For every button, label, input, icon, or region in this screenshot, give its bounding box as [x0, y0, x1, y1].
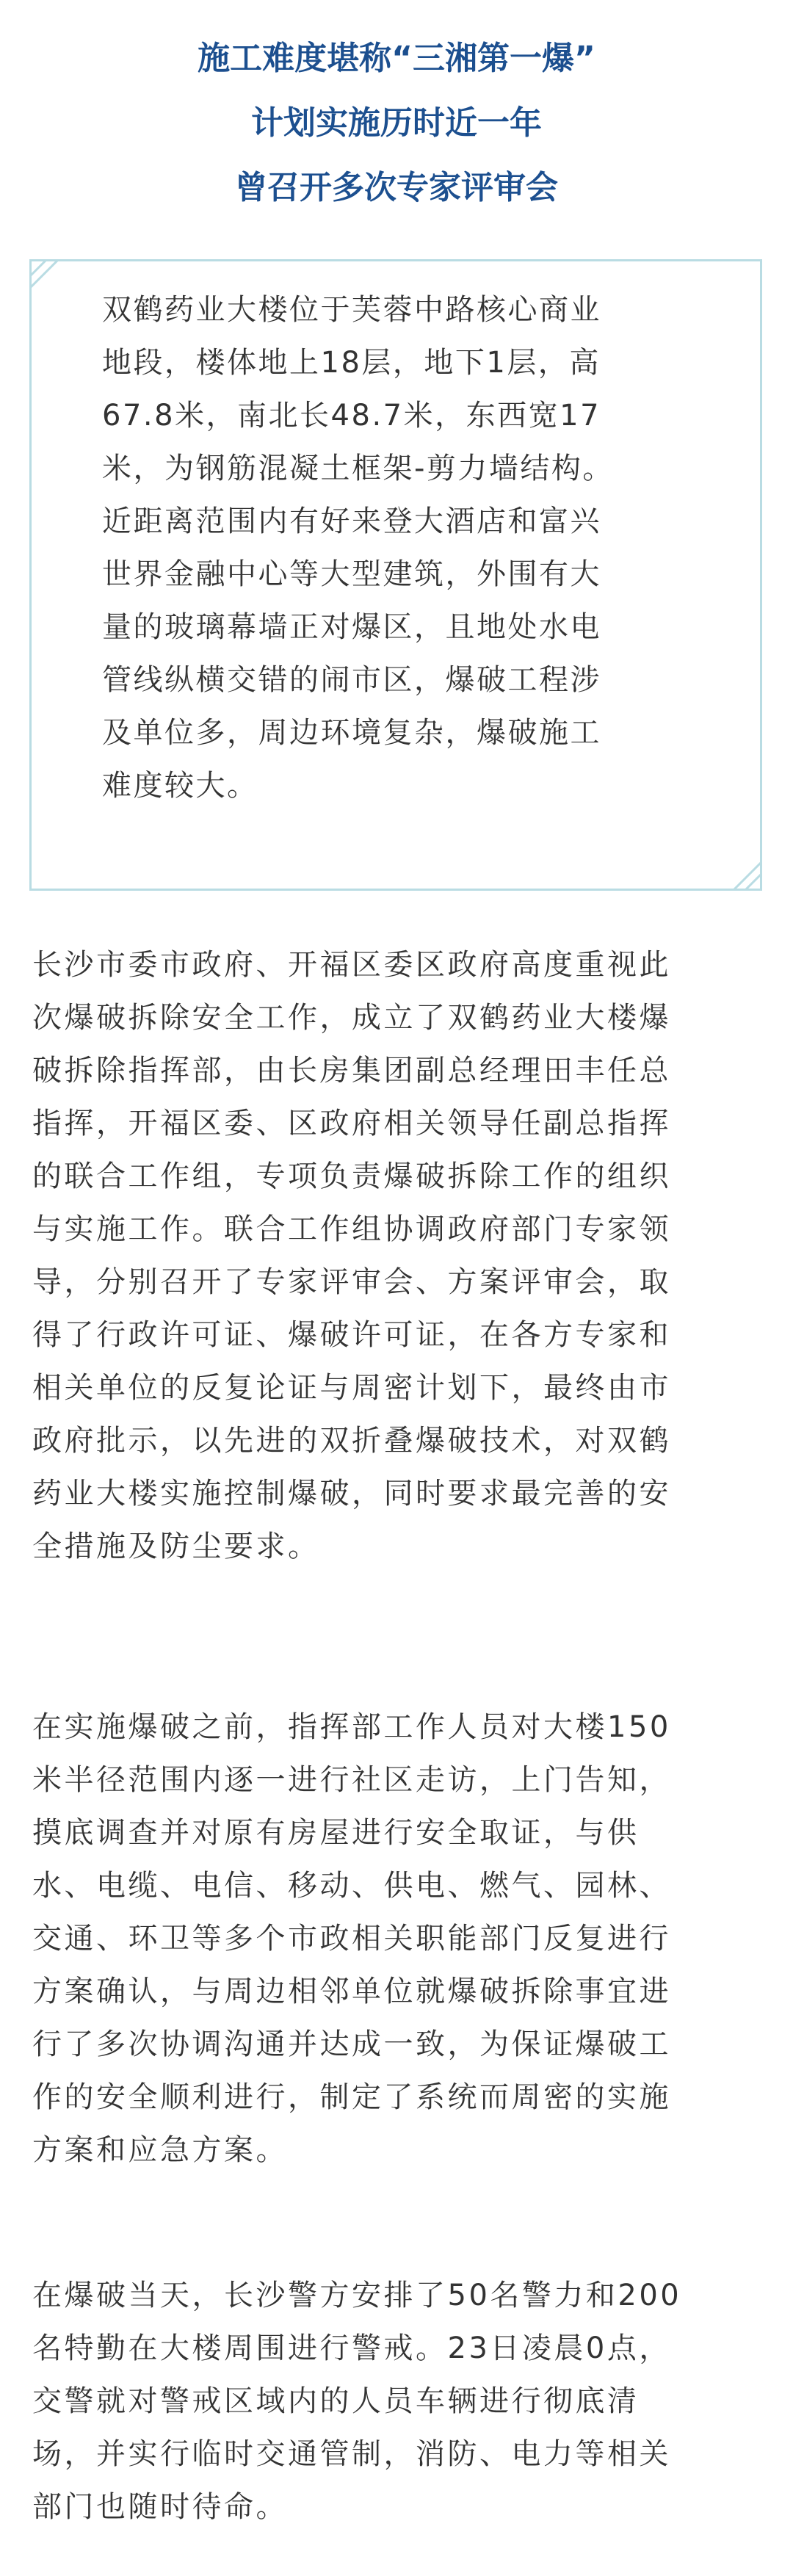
text-line: 得了行政许可证、爆破许可证，在各方专家和: [32, 1318, 671, 1352]
quote-text: [102, 283, 719, 812]
text-line: 在实施爆破之前，指挥部工作人员对大楼150: [32, 1710, 671, 1744]
text-line: 交警就对警戒区域内的人员车辆进行彻底清: [32, 2384, 640, 2418]
text-line: 米，为钢筋混凝土框架-剪力墙结构。: [102, 452, 614, 485]
text-line: 地段，楼体地上18层，地下1层，高: [102, 346, 601, 380]
text-line: 摸底调查并对原有房屋进行安全取证，与供: [32, 1816, 640, 1850]
text-line: 水、电缆、电信、移动、供电、燃气、园林、: [32, 1869, 671, 1903]
text-line: 67.8米，南北长48.7米，东西宽17: [102, 399, 601, 433]
body-paragraph: [32, 1701, 761, 2177]
text-line: 难度较大。: [102, 769, 258, 803]
text-line: 政府批示，以先进的双折叠爆破技术，对双鹤: [32, 1424, 671, 1458]
text-line: 双鹤药业大楼位于芙蓉中路核心商业: [102, 293, 601, 327]
text-line: 近距离范围内有好来登大酒店和富兴: [102, 504, 601, 538]
text-line: 管线纵横交错的闹市区，爆破工程涉: [102, 663, 601, 697]
text-line: 交通、环卫等多个市政相关职能部门反复进行: [32, 1922, 671, 1955]
corner-decoration-icon: [29, 259, 59, 289]
text-line: 部门也随时待命。: [32, 2490, 288, 2524]
text-line: 量的玻璃幕墙正对爆区，且地处水电: [102, 610, 601, 644]
text-line: 长沙市委市政府、开福区委区政府高度重视此: [32, 948, 671, 982]
quote-box: [29, 259, 762, 891]
body-paragraph: [32, 938, 761, 1573]
heading-line: 曾召开多次专家评审会: [235, 169, 558, 206]
text-line: 药业大楼实施控制爆破，同时要求最完善的安: [32, 1477, 671, 1510]
heading-line: 计划实施历时近一年: [251, 104, 542, 142]
text-line: 及单位多，周边环境复杂，爆破施工: [102, 716, 601, 750]
text-line: 米半径范围内逐一进行社区走访，上门告知，: [32, 1763, 671, 1797]
text-line: 行了多次协调沟通并达成一致，为保证爆破工: [32, 2027, 671, 2061]
heading-line: 施工难度堪称“三湘第一爆”: [198, 40, 595, 77]
text-line: 导，分别召开了专家评审会、方案评审会，取: [32, 1265, 671, 1299]
text-line: 方案确认，与周边相邻单位就爆破拆除事宜进: [32, 1975, 671, 2008]
corner-decoration-icon: [733, 861, 762, 891]
text-line: 与实施工作。联合工作组协调政府部门专家领: [32, 1212, 671, 1246]
text-line: 作的安全顺利进行，制定了系统而周密的实施: [32, 2080, 671, 2114]
text-line: 方案和应急方案。: [32, 2133, 288, 2167]
text-line: 在爆破当天，长沙警方安排了50名警力和200: [32, 2279, 682, 2312]
text-line: 指挥，开福区委、区政府相关领导任副总指挥: [32, 1107, 671, 1140]
text-line: 相关单位的反复论证与周密计划下，最终由市: [32, 1371, 671, 1405]
text-line: 次爆破拆除安全工作，成立了双鹤药业大楼爆: [32, 1001, 671, 1035]
text-line: 名特勤在大楼周围进行警戒。23日凌晨0点，: [32, 2331, 671, 2365]
text-line: 世界金融中心等大型建筑，外围有大: [102, 557, 601, 591]
body-paragraph: [32, 2269, 761, 2533]
text-line: 场，并实行临时交通管制，消防、电力等相关: [32, 2437, 671, 2471]
text-line: 破拆除指挥部，由长房集团副总经理田丰任总: [32, 1054, 671, 1088]
text-line: 的联合工作组，专项负责爆破拆除工作的组织: [32, 1159, 671, 1193]
text-line: 全措施及防尘要求。: [32, 1530, 320, 1563]
